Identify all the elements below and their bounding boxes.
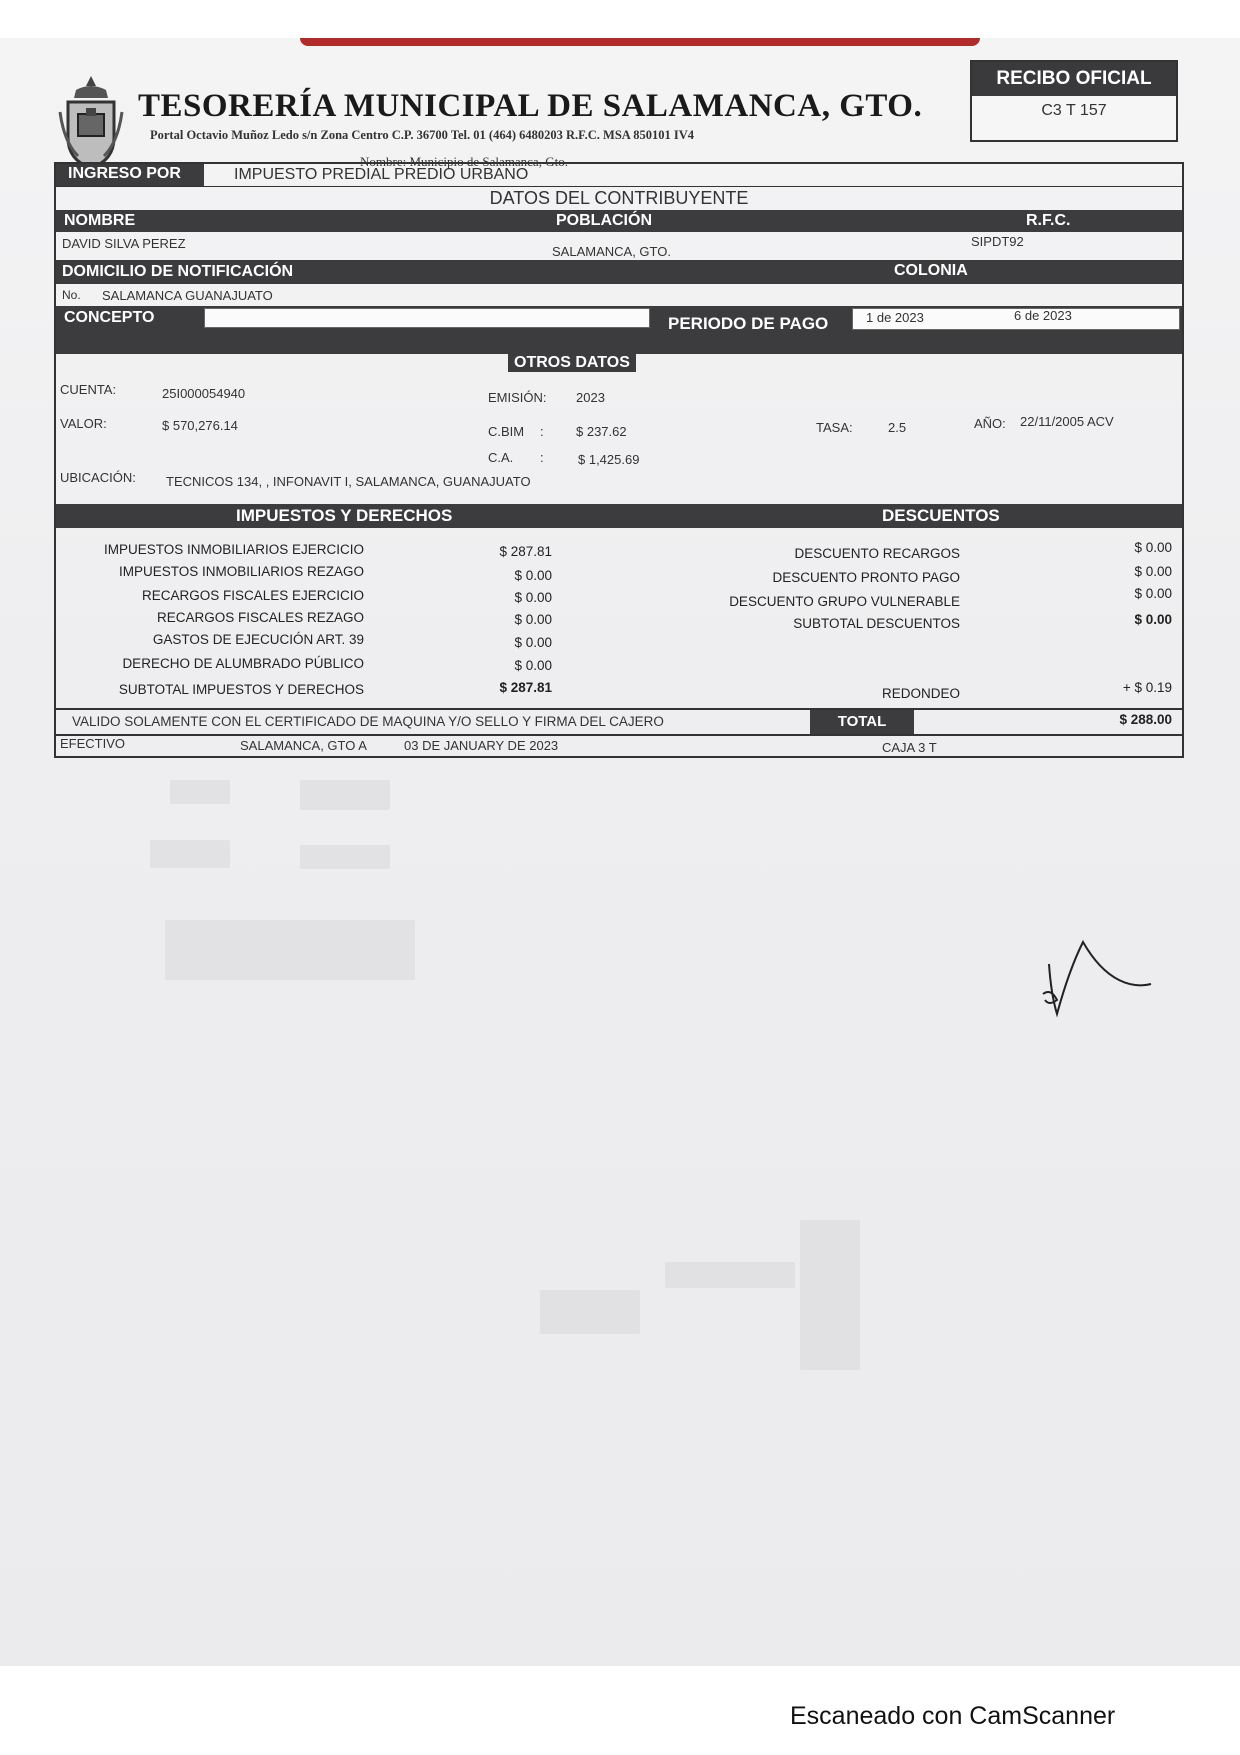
domicilio-label: DOMICILIO DE NOTIFICACIÓN [62, 263, 294, 280]
colonia-label: COLONIA [894, 262, 968, 279]
total-value: $ 288.00 [1119, 712, 1172, 727]
rfc-value: SIPDT92 [971, 234, 1024, 249]
impuestos-title: IMPUESTOS Y DERECHOS [236, 506, 453, 525]
ingreso-label: INGRESO POR [68, 165, 181, 182]
descuentos-title: DESCUENTOS [882, 506, 1000, 525]
descuento-row-label: DESCUENTO RECARGOS [794, 546, 960, 561]
bleed-through-mark [150, 840, 230, 868]
ca-colon: : [540, 450, 544, 465]
paper-red-edge [300, 38, 980, 46]
redondeo-value: + $ 0.19 [1122, 680, 1172, 695]
impuesto-row-value: $ 0.00 [514, 590, 552, 605]
valor-value: $ 570,276.14 [162, 418, 238, 433]
divider [56, 734, 1182, 736]
validez-text: VALIDO SOLAMENTE CON EL CERTIFICADO DE MAQUINA Y/O SELLO Y FIRMA DEL CAJERO [72, 714, 664, 729]
municipal-seal-icon [56, 72, 126, 172]
descuento-row-label: DESCUENTO GRUPO VULNERABLE [729, 594, 960, 609]
contribuyente-title: DATOS DEL CONTRIBUYENTE [489, 188, 749, 208]
org-name: Nombre: Municipio de Salamanca, Gto. [360, 154, 568, 169]
forma-pago: EFECTIVO [60, 736, 126, 751]
nombre-value: DAVID SILVA PEREZ [62, 236, 186, 251]
total-label: TOTAL [810, 710, 914, 734]
cbim-colon: : [540, 424, 544, 439]
impuestos-subtotal-label: SUBTOTAL IMPUESTOS Y DERECHOS [118, 682, 364, 697]
rfc-label: R.F.C. [1026, 212, 1071, 229]
ubicacion-value: TECNICOS 134, , INFONAVIT I, SALAMANCA, GUANAJUATO [166, 474, 531, 489]
recibo-number: C3 T 157 [1041, 102, 1107, 119]
domicilio-value: SALAMANCA GUANAJUATO [102, 288, 273, 303]
fecha: 03 DE JANUARY DE 2023 [404, 738, 559, 753]
descuento-row-label: SUBTOTAL DESCUENTOS [793, 616, 960, 631]
impuesto-row-label: IMPUESTOS INMOBILIARIOS EJERCICIO [103, 542, 364, 557]
ca-value: $ 1,425.69 [578, 452, 640, 467]
divider [56, 186, 1182, 187]
nombre-label: NOMBRE [64, 212, 136, 229]
ubicacion-label: UBICACIÓN: [60, 470, 136, 485]
impuesto-row-label: IMPUESTOS INMOBILIARIOS REZAGO [118, 564, 364, 579]
impuesto-row-label: RECARGOS FISCALES EJERCICIO [141, 588, 364, 603]
concepto-field [204, 308, 650, 328]
recibo-label: RECIBO OFICIAL [972, 62, 1176, 96]
emision-value: 2023 [576, 390, 605, 405]
caja: CAJA 3 T [882, 740, 937, 755]
signature-icon [1035, 930, 1155, 1040]
bleed-through-mark [170, 780, 230, 804]
periodo-hasta: 6 de 2023 [1014, 308, 1072, 323]
cbim-value: $ 237.62 [576, 424, 627, 439]
valor-label: VALOR: [60, 416, 107, 431]
impuesto-row-value: $ 287.81 [499, 544, 552, 559]
bleed-through-mark [540, 1290, 640, 1334]
bleed-through-mark [300, 780, 390, 810]
impuestos-subtotal-value: $ 287.81 [499, 680, 552, 695]
tasa-value: 2.5 [888, 420, 907, 435]
anio-label: AÑO: [974, 416, 1006, 431]
bleed-through-mark [165, 920, 415, 980]
bleed-through-mark [300, 845, 390, 869]
domicilio-header-bar [56, 260, 1182, 284]
concepto-label: CONCEPTO [64, 309, 155, 326]
ingreso-value: IMPUESTO PREDIAL PREDIO URBANO [234, 166, 529, 183]
recibo-oficial-box [970, 60, 1178, 142]
cuenta-label: CUENTA: [60, 382, 117, 397]
org-address: Portal Octavio Muñoz Ledo s/n Zona Centro C.P. 36700 Tel. 01 (464) 6480203 R.F.C. MSA 850101 IV4 [150, 128, 695, 142]
divider [56, 708, 1182, 710]
redondeo-label: REDONDEO [881, 686, 960, 701]
descuento-row-label: DESCUENTO PRONTO PAGO [772, 570, 960, 585]
contribuyente-header-bar [56, 210, 1182, 232]
impuesto-row-label: GASTOS DE EJECUCIÓN ART. 39 [152, 632, 364, 647]
cbim-label: C.BIM [488, 424, 525, 439]
periodo-label: PERIODO DE PAGO [668, 314, 829, 333]
descuento-row-value: $ 0.00 [1134, 564, 1172, 579]
descuento-row-value: $ 0.00 [1134, 540, 1172, 555]
cuenta-value: 25I000054940 [162, 386, 246, 401]
impuesto-row-value: $ 0.00 [514, 635, 552, 650]
org-title: TESORERÍA MUNICIPAL DE SALAMANCA, GTO. [138, 88, 923, 124]
lugar: SALAMANCA, GTO A [240, 738, 367, 753]
otros-datos-title: OTROS DATOS [508, 354, 636, 372]
emision-label: EMISIÓN: [488, 390, 547, 405]
tasa-label: TASA: [816, 420, 853, 435]
impuesto-row-value: $ 0.00 [514, 612, 552, 627]
impuesto-row-value: $ 0.00 [514, 658, 552, 673]
poblacion-label: POBLACIÓN [556, 212, 652, 229]
descuento-row-value: $ 0.00 [1134, 586, 1172, 601]
bleed-through-mark [665, 1262, 795, 1288]
scanner-watermark: Escaneado con CamScanner [790, 1702, 1116, 1730]
periodo-desde: 1 de 2023 [866, 310, 924, 325]
impuesto-row-label: DERECHO DE ALUMBRADO PÚBLICO [122, 656, 364, 671]
ingreso-bar [56, 164, 204, 186]
impuesto-row-label: RECARGOS FISCALES REZAGO [156, 610, 364, 625]
poblacion-value: SALAMANCA, GTO. [552, 244, 671, 259]
ca-label: C.A. [488, 450, 514, 465]
descuento-row-value: $ 0.00 [1134, 612, 1172, 627]
no-label: No. [62, 288, 81, 302]
receipt-form [54, 162, 1184, 758]
impuestos-header-bar [56, 504, 1182, 528]
anio-value: 22/11/2005 ACV [1020, 414, 1114, 429]
impuesto-row-value: $ 0.00 [514, 568, 552, 583]
bleed-through-mark [800, 1220, 860, 1370]
